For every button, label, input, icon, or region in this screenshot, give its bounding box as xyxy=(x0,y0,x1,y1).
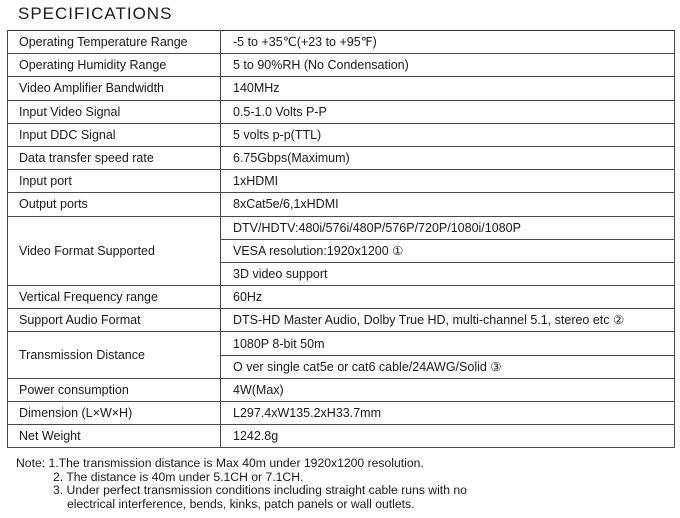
note-line: Note: 1.The transmission distance is Max 40m under 1920x1200 resolution. xyxy=(16,456,424,470)
spec-label: Operating Humidity Range xyxy=(8,54,221,77)
spec-value: 60Hz xyxy=(221,286,675,309)
spec-value: -5 to +35℃(+23 to +95℉) xyxy=(221,31,675,54)
spec-value: L297.4xW135.2xH33.7mm xyxy=(221,402,675,425)
table-row xyxy=(8,332,675,355)
table-row xyxy=(8,146,675,169)
note-line: electrical interference, bends, kinks, patch panels or wall outlets. xyxy=(67,496,415,511)
spec-value: O ver single cat5e or cat6 cable/24AWG/Solid ③ xyxy=(221,355,675,378)
specifications-table xyxy=(7,30,675,448)
note-line: 2. The distance is 40m under 5.1CH or 7.1CH. xyxy=(53,469,304,484)
spec-label: Input Video Signal xyxy=(8,100,221,123)
spec-value: 3D video support xyxy=(221,262,675,285)
table-row xyxy=(8,378,675,401)
spec-label: Input DDC Signal xyxy=(8,123,221,146)
table-row xyxy=(8,170,675,193)
table-row xyxy=(8,193,675,216)
spec-value: 5 to 90%RH (No Condensation) xyxy=(221,54,675,77)
spec-label: Power consumption xyxy=(8,378,221,401)
spec-label: Net Weight xyxy=(8,425,221,448)
spec-label: Vertical Frequency range xyxy=(8,286,221,309)
notes xyxy=(16,457,467,511)
table-row xyxy=(8,425,675,448)
spec-value: VESA resolution:1920x1200 ① xyxy=(221,239,675,262)
table-row xyxy=(8,216,675,239)
spec-value: 1xHDMI xyxy=(221,170,675,193)
table-row xyxy=(8,100,675,123)
spec-value: 5 volts p-p(TTL) xyxy=(221,123,675,146)
table-row xyxy=(8,31,675,54)
spec-label: Transmission Distance xyxy=(8,332,221,378)
table-row xyxy=(8,123,675,146)
spec-value: 6.75Gbps(Maximum) xyxy=(221,146,675,169)
spec-value: DTV/HDTV:480i/576i/480P/576P/720P/1080i/1080P xyxy=(221,216,675,239)
spec-label: Operating Temperature Range xyxy=(8,31,221,54)
spec-label: Data transfer speed rate xyxy=(8,146,221,169)
spec-value: DTS-HD Master Audio, Dolby True HD, multi-channel 5.1, stereo etc ② xyxy=(221,309,675,332)
note-line: 3. Under perfect transmission conditions including straight cable runs with no xyxy=(53,483,467,498)
table-row xyxy=(8,402,675,425)
spec-value: 1242.8g xyxy=(221,425,675,448)
spec-value: 4W(Max) xyxy=(221,378,675,401)
table-row xyxy=(8,54,675,77)
spec-label: Output ports xyxy=(8,193,221,216)
spec-label: Input port xyxy=(8,170,221,193)
spec-value: 140MHz xyxy=(221,77,675,100)
spec-label: Video Format Supported xyxy=(8,216,221,286)
spec-label: Support Audio Format xyxy=(8,309,221,332)
table-row xyxy=(8,286,675,309)
table-row xyxy=(8,77,675,100)
table-row xyxy=(8,309,675,332)
spec-value: 0.5-1.0 Volts P-P xyxy=(221,100,675,123)
spec-value: 1080P 8-bit 50m xyxy=(221,332,675,355)
page-title: SPECIFICATIONS xyxy=(18,4,173,23)
spec-label: Video Amplifier Bandwidth xyxy=(8,77,221,100)
spec-label: Dimension (L×W×H) xyxy=(8,402,221,425)
spec-value: 8xCat5e/6,1xHDMI xyxy=(221,193,675,216)
